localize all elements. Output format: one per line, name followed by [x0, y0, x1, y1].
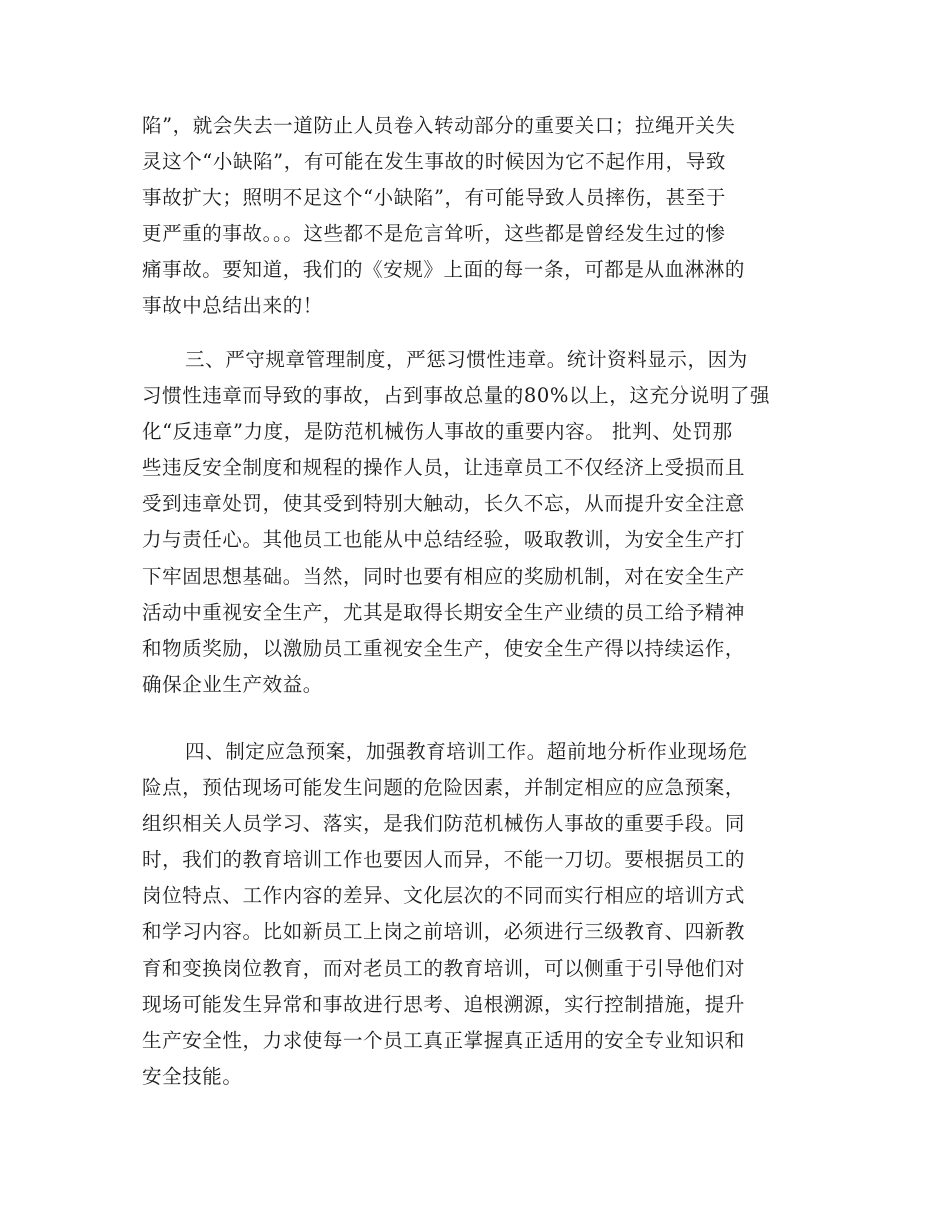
text-line: 更严重的事故。。。这些都不是危言耸听，这些都是曾经发生过的惨 — [142, 222, 726, 246]
text-line: 和物质奖励，以激励员工重视安全生产，使安全生产得以持续运作， — [142, 636, 746, 660]
text-line: 三、严守规章管理制度，严惩习惯性违章。统计资料显示，因为 — [185, 348, 748, 371]
text-line: 活动中重视安全生产，尤其是取得长期安全生产业绩的员工给予精神 — [142, 600, 746, 624]
text-line: 组织相关人员学习、落实，是我们防范机械伤人事故的重要手段。同 — [142, 812, 746, 836]
text-line: 习惯性违章而导致的事故，占到事故总量的80%以上，这充分说明了强 — [142, 384, 771, 408]
text-line: 现场可能发生异常和事故进行思考、追根溯源，实行控制措施，提升 — [142, 992, 746, 1016]
text-line: 陷”，就会失去一道防止人员卷入转动部分的重要关口；拉绳开关失 — [142, 114, 736, 137]
text-line: 育和变换岗位教育，而对老员工的教育培训，可以侧重于引导他们对 — [142, 956, 746, 980]
text-line: 下牢固思想基础。当然，同时也要有相应的奖励机制，对在安全生产 — [142, 564, 746, 588]
text-line: 事故扩大；照明不足这个“小缺陷”，有可能导致人员摔伤，甚至于 — [142, 186, 726, 210]
text-line: 受到违章处罚，使其受到特别大触动，长久不忘，从而提升安全注意 — [142, 492, 746, 516]
text-line: 力与责任心。其他员工也能从中总结经验，吸取教训，为安全生产打 — [142, 528, 746, 552]
paragraph-section-three — [142, 342, 810, 703]
paragraph-continuation — [142, 108, 810, 325]
text-line: 和学习内容。比如新员工上岗之前培训，必须进行三级教育、四新教 — [142, 920, 746, 944]
text-line: 四、制定应急预案，加强教育培训工作。超前地分析作业现场危 — [185, 740, 748, 763]
paragraph-section-four — [142, 734, 810, 1095]
text-line: 险点，预估现场可能发生问题的危险因素，并制定相应的应急预案， — [142, 776, 746, 800]
text-line: 生产安全性，力求使每一个员工真正掌握真正适用的安全专业知识和 — [142, 1028, 746, 1052]
text-line: 痛事故。要知道，我们的《安规》上面的每一条，可都是从血淋淋的 — [142, 258, 746, 282]
text-line: 安全技能。 — [142, 1064, 243, 1088]
text-line: 时，我们的教育培训工作也要因人而异，不能一刀切。要根据员工的 — [142, 848, 746, 872]
text-line: 灵这个“小缺陷”，有可能在发生事故的时候因为它不起作用，导致 — [142, 150, 726, 174]
text-line: 确保企业生产效益。 — [142, 672, 323, 696]
text-line: 岗位特点、工作内容的差异、文化层次的不同而实行相应的培训方式 — [142, 884, 746, 908]
text-line: 化“反违章”力度，是防范机械伤人事故的重要内容。 批判、处罚那 — [142, 420, 733, 444]
text-line: 些违反安全制度和规程的操作人员，让违章员工不仅经济上受损而且 — [142, 456, 746, 480]
text-line: 事故中总结出来的！ — [142, 294, 323, 318]
